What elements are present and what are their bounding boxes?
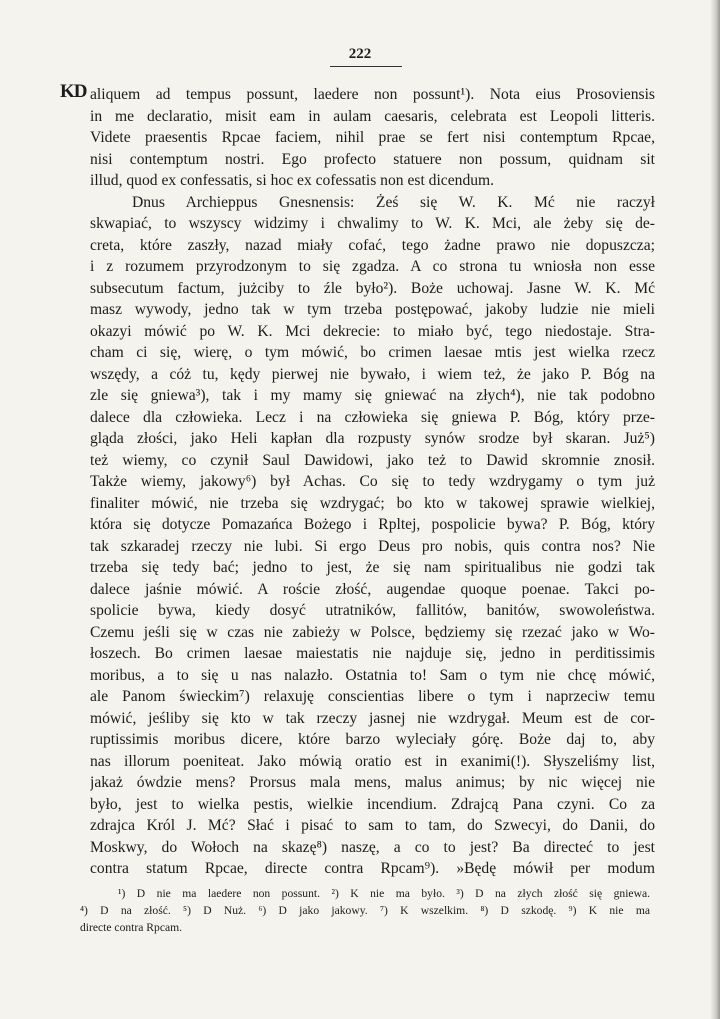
text-line: zdrajca Król J. Mć? Słać i pisać to sam to tam, do Szwecyi, do Danii, do [90, 817, 655, 834]
footnote-line: ⁴) D na złość. ⁵) D Nuż. ⁶) D jako jakowy. ⁷) K wszelkim. ⁸) D szkodę. ⁹) K nie ma [80, 904, 650, 917]
page-number: 222 [348, 46, 372, 62]
text-line: dalece dla człowieka. Lecz i na człowieka się gniewa P. Bóg, który prze- [90, 408, 655, 426]
text-line: aliquem ad tempus possunt, laedere non possunt¹). Nota eius Prosoviensis [90, 86, 655, 103]
text-line: subsecutum factum, jużciby to źle było²). Boże uchowaj. Jasne W. K. Mć [90, 279, 655, 297]
footnote-line: ¹) D nie ma laedere non possunt. ²) K nie ma było. ³) D na złych złość się gniewa. [118, 887, 650, 900]
text-line: illud, quod ex confessatis, si hoc ex cofessatis non est dicendum. [90, 172, 495, 189]
text-line: jakaż ówdzie mens? Prorsus mala mens, malus animus; by nic więcej nie [90, 774, 655, 791]
text-line: contra statum Rpcae, directe contra Rpcam⁹). »Będę mówił per modum [90, 860, 655, 877]
text-line: i z rozumem przyrodzonym to się zgadza. A co strona tu wniosła non esse [90, 258, 655, 275]
text-line: ruptissimis moribus dicere, które barzo wyleciały górę. Boże daj to, aby [90, 731, 655, 748]
text-line: łoszech. Bo crimen laesae maiestatis nie najduje się, jedno in perditissimis [90, 645, 655, 662]
text-line: spolicie bywa, kiedy dosyć utratników, fallitów, banitów, swowoleństwa. [90, 602, 655, 619]
text-line: też wiemy, co czynił Saul Dawidowi, jako też to Dawid skromnie znosił. [90, 451, 655, 469]
text-line: Dnus Archieppus Gnesnensis: Żeś się W. K. Mć nie raczył [132, 193, 655, 211]
text-line: creta, które zaszły, nazad miały cofać, tego żadne prawo nie dopuszcza; [90, 236, 655, 254]
text-line: zle się gniewa³), tak i my mamy się gniewać na złych⁴), nie tak podobno [90, 387, 655, 404]
text-line: in me declaratio, misit eam in aulam caesaris, celebrata est Leopoli litteris. [90, 107, 655, 125]
text-line: Czemu jeśli się w czas nie zabieży w Polsce, będziemy się rzezać jako w Wo- [90, 623, 655, 641]
text-line: wszędy, a cóż tu, kędy pierwej nie bywało, i wiem też, że jako P. Bóg na [90, 365, 655, 383]
body-text [90, 84, 655, 880]
text-line: moribus, a to się u nas nalazło. Ostatnia to! Sam o tym nie chcę mówić, [90, 666, 655, 684]
footnote-line: directe contra Rpcam. [80, 921, 183, 934]
text-line: skwapiać, to wszyscy widzimy i chwalimy to W. K. Mci, ale żeby się de- [90, 215, 655, 232]
text-line: gląda złości, jako Heli kapłan dla rozpusty synów srodze był skaran. Już⁵) [90, 430, 655, 447]
text-line: mówić, jeśliby się kto w tak rzeczy jasnej nie wzdrygał. Meum est de cor- [90, 709, 655, 727]
text-line: Videte praesentis Rpcae faciem, nihil prae se fert nisi contemptum Rpcae, [90, 129, 655, 146]
page-number-rule [330, 66, 402, 67]
margin-siglum: KD [60, 81, 87, 102]
page-edge-shadow [710, 0, 720, 1019]
text-line: finaliter mówić, nie trzeba się wzdrygać; bo kto w takowej sprawie wielkiej, [90, 494, 655, 512]
text-line: Także wiemy, jakowy⁶) był Achas. Co się to tedy wzdrygamy o tym już [90, 473, 655, 490]
text-line: nas illorum poeniteat. Jako mówią oratio est in exanimi(!). Słyszeliśmy list, [90, 752, 655, 770]
text-line: było, jest to wielka pestis, wielkie incendium. Zdrajcą Pana czyni. Co za [90, 795, 655, 813]
text-line: trzeba się tedy bać; jedno to jest, że się nam spiritualibus nie godzi tak [90, 559, 655, 576]
text-line: nisi contemptum nostri. Ego profecto statuere non possum, quidnam sit [90, 150, 655, 168]
text-line: dalece jaśnie mówić. A roście złość, augendae quoque poenae. Takci po- [90, 580, 655, 598]
text-line: okazyi mówić po W. K. Mci dekrecie: to miało być, tego niedostaje. Stra- [90, 322, 655, 340]
text-line: Moskwy, do Wołoch na skazę⁸) naszę, a co to jest? Ba directeć to jest [90, 838, 655, 856]
text-line: która się dotycze Pomazańca Bożego i Rpltej, pospolicie bywa? P. Bóg, który [90, 516, 655, 533]
footnotes [80, 885, 650, 936]
text-line: masz wywody, jedno tak w tym trzeba postępować, jakoby ludzie nie mieli [90, 301, 655, 318]
text-line: cham ci się, wierę, o tym mówić, bo crimen laesae mtis jest wielka rzecz [90, 344, 655, 361]
text-line: ale Panom świeckim⁷) relaxuję conscientias libere o tym i naprzeciw temu [90, 688, 655, 705]
text-line: tak szkaradej rzeczy nie lubi. Si ergo Deus pro nobis, quis contra nos? Nie [90, 537, 655, 555]
